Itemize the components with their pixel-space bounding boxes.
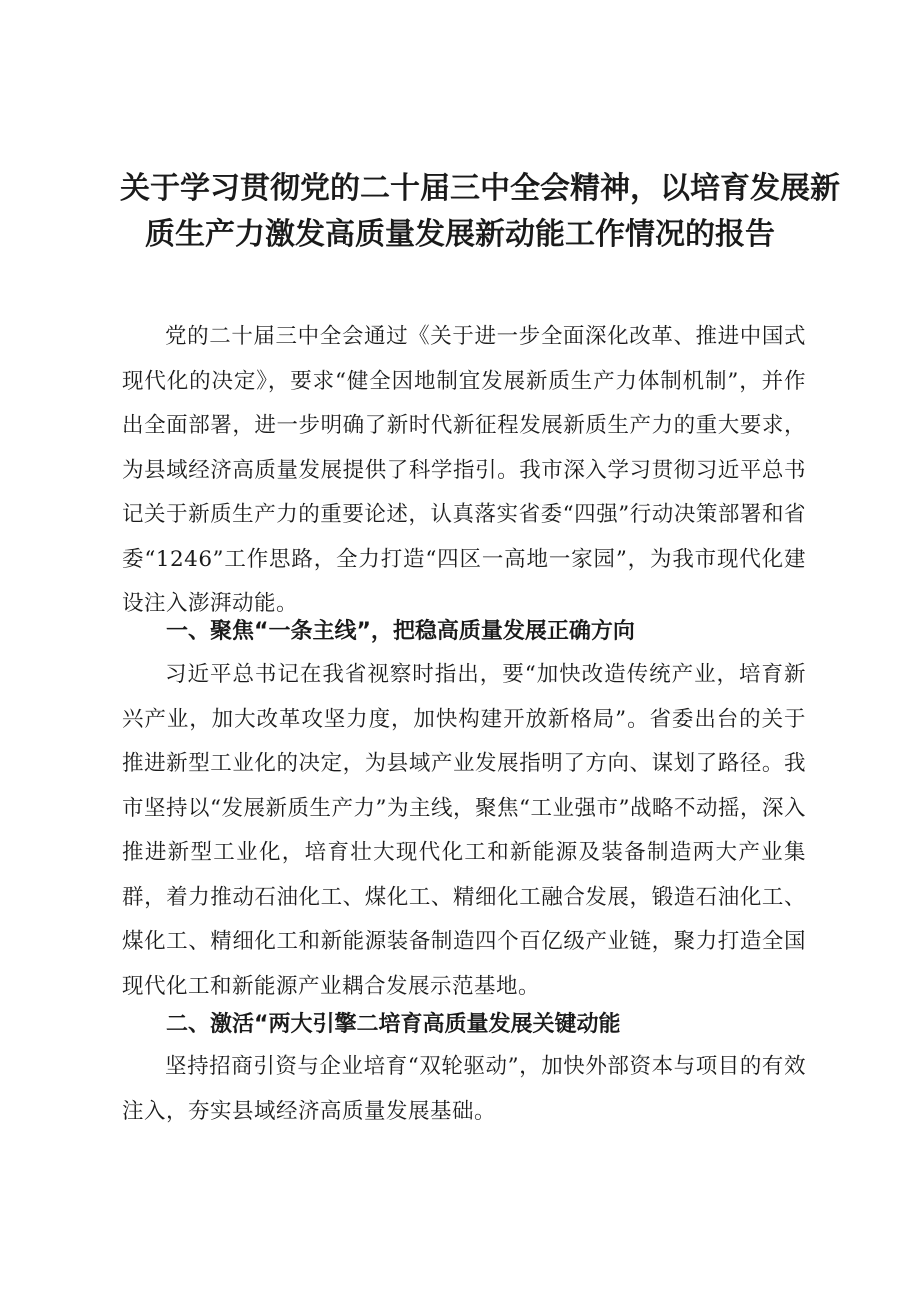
title-line-1: 关于学习贯彻党的二十届三中全会精神，以培育发展新 <box>120 171 840 206</box>
paragraph-section-2: 坚持招商引资与企业培育“双轮驱动”，加快外部资本与项目的有效注入，夯实县域经济高质量发展基础。 <box>122 1054 806 1124</box>
section-heading-2: 二、激活“两大引擎二培育高质量发展关键动能 <box>166 1012 621 1037</box>
paragraph-intro: 党的二十届三中全会通过《关于进一步全面深化改革、推进中国式现代化的决定》，要求“健全因地制宜发展新质生产力体制机制”，并作出全面部署，进一步明确了新时代新征程发展新质生产力的重大要求，为县域经济高质量发展提供了科学指引。我市深入学习贯彻习近平总书记关于新质生产力的重要论述，认真落实省委“四强”行动决策部署和省委“1246”工作思路，全力打造“四区一高地一家园”，为我市现代化建设注入澎湃动能。 <box>122 324 806 616</box>
paragraph-section-1: 习近平总书记在我省视察时指出，要“加快改造传统产业，培育新兴产业，加大改革攻坚力度，加快构建开放新格局”。省委出台的关于推进新型工业化的决定，为县域产业发展指明了方向、谋划了路径。我市坚持以“发展新质生产力”为主线，聚焦“工业强市”战略不动摇，深入推进新型工业化，培育壮大现代化工和新能源及装备制造两大产业集群，着力推动石油化工、煤化工、精细化工融合发展，锻造石油化工、煤化工、精细化工和新能源装备制造四个百亿级产业链，聚力打造全国现代化工和新能源产业耦合发展示范基地。 <box>122 662 806 999</box>
document-title <box>120 166 840 258</box>
section-heading-1: 一、聚焦“一条主线”，把稳高质量发展正确方向 <box>166 619 635 644</box>
title-line-2: 质生产力激发高质量发展新动能工作情况的报告 <box>145 217 775 252</box>
